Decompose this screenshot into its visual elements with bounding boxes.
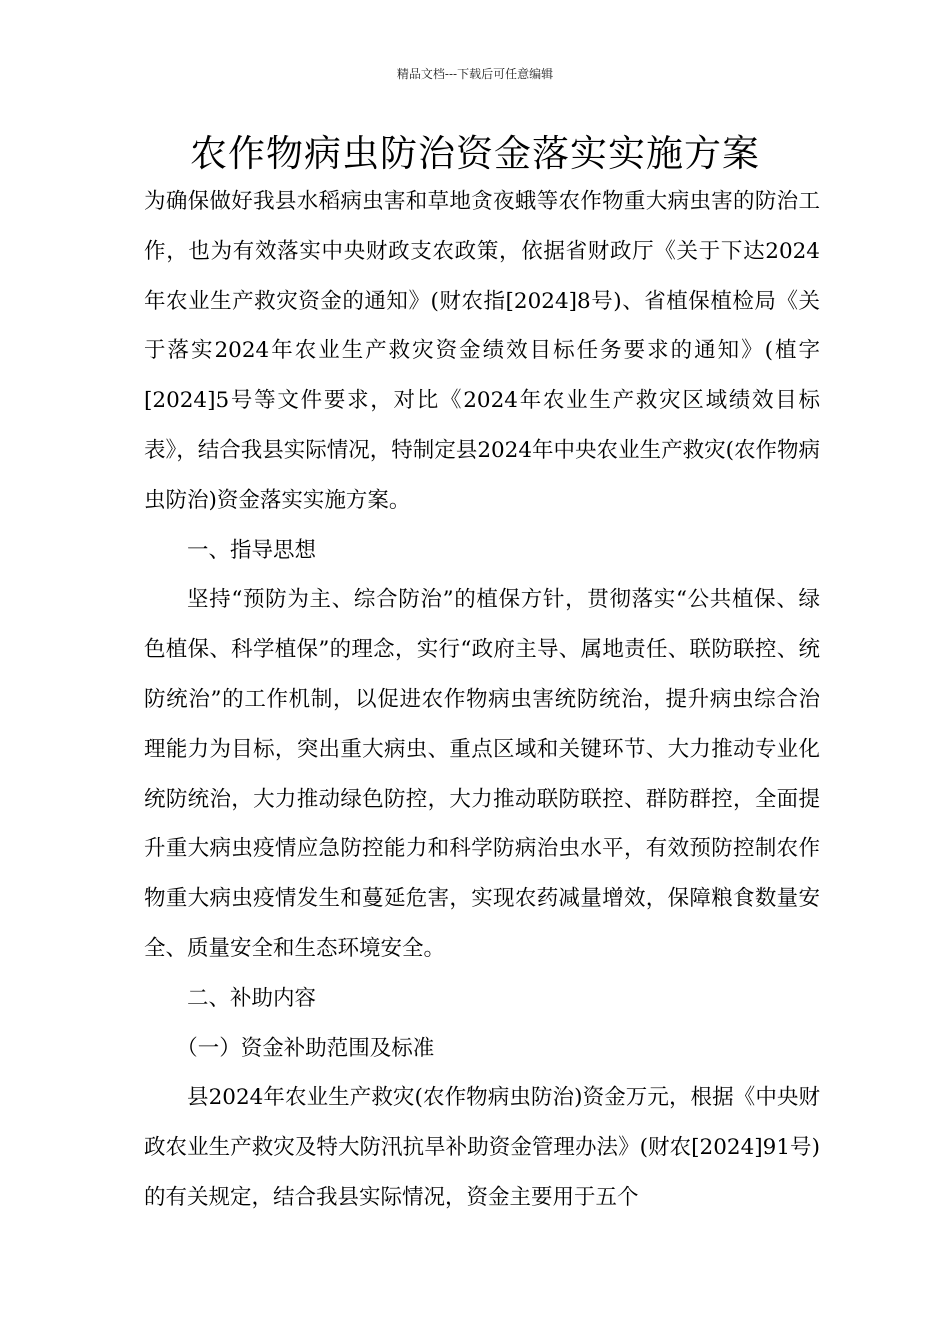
page-header: 精品文档---下载后可任意编辑 [396, 67, 554, 81]
scope-standards-paragraph: 县2024年农业生产救灾(农作物病虫防治)资金万元，根据《中央财政农业生产救灾及特大防汛抗旱补助资金管理办法》(财农[2024]91号)的有关规定，结合我县实际情况，资金主要用于五个 [144, 1085, 820, 1210]
section-heading-guiding-ideology: 一、指导思想 [187, 537, 317, 563]
document-title: 农作物病虫防治资金落实实施方案 [190, 132, 760, 175]
guiding-ideology-paragraph: 坚持“预防为主、综合防治”的植保方针，贯彻落实“公共植保、绿色植保、科学植保”的理念，实行“政府主导、属地责任、联防联控、统防统治”的工作机制，以促进农作物病虫害统防统治，提升病虫综合治理能力为目标，突出重大病虫、重点区域和关键环节、大力推动专业化统防统治，大力推动绿色防控，大力推动联防联控、群防群控，全面提升重大病虫疫情应急防控能力和科学防病治虫水平，有效预防控制农作物重大病虫疫情发生和蔓延危害，实现农药减量增效，保障粮食数量安全、质量安全和生态环境安全。 [144, 587, 820, 961]
document-body [144, 177, 820, 1223]
intro-paragraph: 为确保做好我县水稻病虫害和草地贪夜蛾等农作物重大病虫害的防治工作，也为有效落实中央财政支农政策，依据省财政厅《关于下达2024年农业生产救灾资金的通知》(财农指[2024]8号)、省植保植检局《关于落实2024年农业生产救灾资金绩效目标任务要求的通知》(植字[2024]5号等文件要求，对比《2024年农业生产救灾区域绩效目标表》，结合我县实际情况，特制定县2024年中央农业生产救灾(农作物病虫防治)资金落实实施方案。 [144, 189, 820, 513]
subsection-heading-scope-standards: （一）资金补助范围及标准 [176, 1035, 435, 1061]
section-heading-subsidy-content: 二、补助内容 [187, 985, 317, 1011]
